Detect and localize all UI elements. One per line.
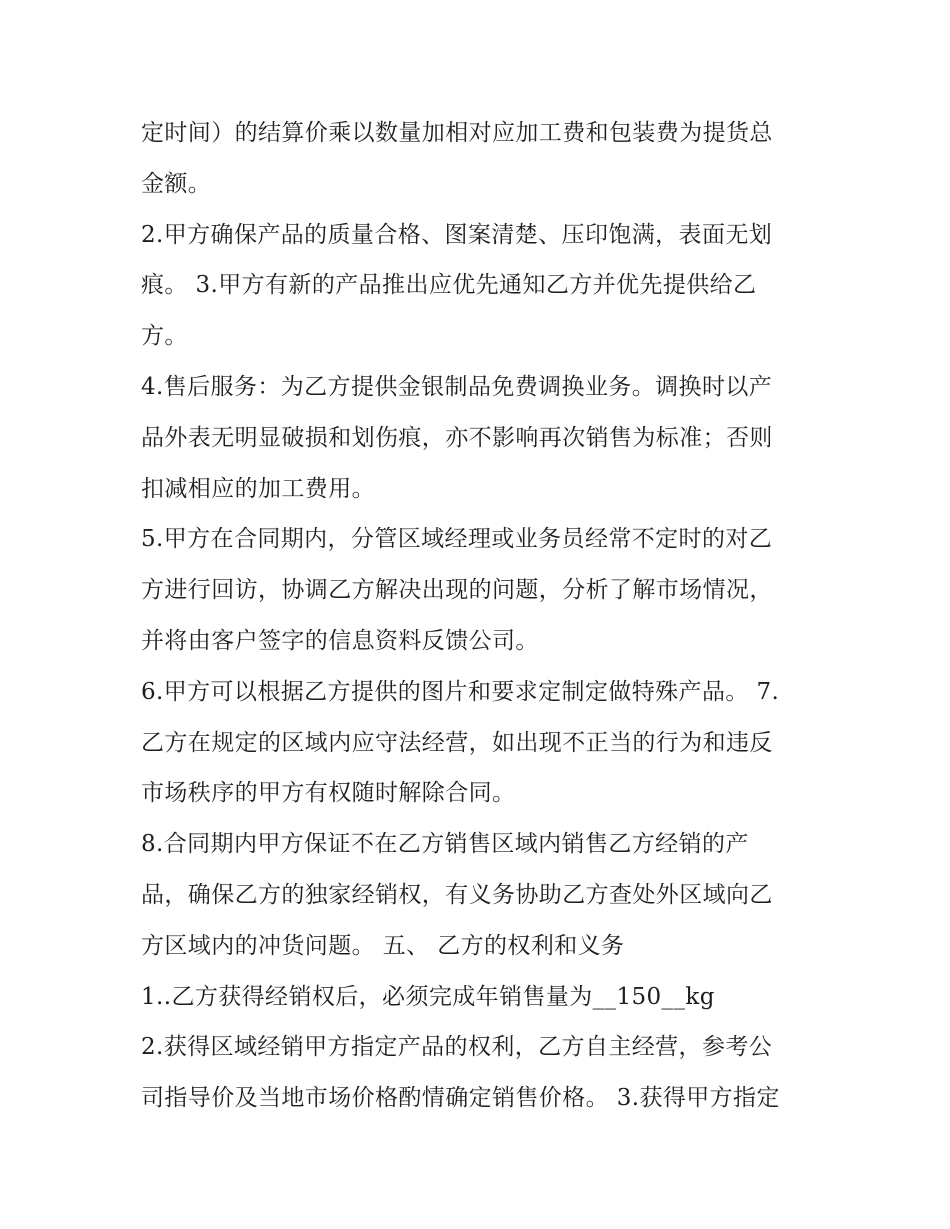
text-line: 品，确保乙方的独家经销权，有义务协助乙方查处外区域向乙: [141, 881, 773, 908]
text-line: 4.售后服务：为乙方提供金银制品免费调换业务。调换时以产: [141, 373, 773, 400]
text-line: 方区域内的冲货问题。 五、 乙方的权利和义务: [141, 932, 625, 959]
text-line: 1..乙方获得经销权后，必须完成年销售量为__150__kg: [141, 983, 715, 1010]
text-line: 8.合同期内甲方保证不在乙方销售区域内销售乙方经销的产: [141, 831, 749, 858]
text-line: 方。: [141, 323, 188, 350]
text-line: 2.获得区域经销甲方指定产品的权利，乙方自主经营，参考公: [141, 1034, 773, 1061]
text-line: 司指导价及当地市场价格酌情确定销售价格。 3.获得甲方指定: [141, 1085, 780, 1112]
text-line: 扣减相应的加工费用。: [141, 475, 375, 502]
text-line: 金额。: [141, 170, 212, 197]
text-line: 6.甲方可以根据乙方提供的图片和要求定制定做特殊产品。 7.: [141, 678, 780, 705]
text-line: 2.甲方确保产品的质量合格、图案清楚、压印饱满，表面无划: [141, 221, 773, 248]
text-line: 市场秩序的甲方有权随时解除合同。: [141, 780, 516, 807]
text-line: 方进行回访，协调乙方解决出现的问题，分析了解市场情况，: [141, 577, 773, 604]
text-line: 乙方在规定的区域内应守法经营，如出现不正当的行为和违反: [141, 729, 773, 756]
text-line: 5.甲方在合同期内，分管区域经理或业务员经常不定时的对乙: [141, 526, 773, 553]
text-line: 并将由客户签字的信息资料反馈公司。: [141, 627, 539, 654]
text-line: 痕。 3.甲方有新的产品推出应优先通知乙方并优先提供给乙: [141, 272, 757, 299]
text-line: 品外表无明显破损和划伤痕，亦不影响再次销售为标准；否则: [141, 424, 773, 451]
document-body: [141, 108, 821, 1124]
text-line: 定时间）的结算价乘以数量加相对应加工费和包装费为提货总: [141, 120, 773, 146]
